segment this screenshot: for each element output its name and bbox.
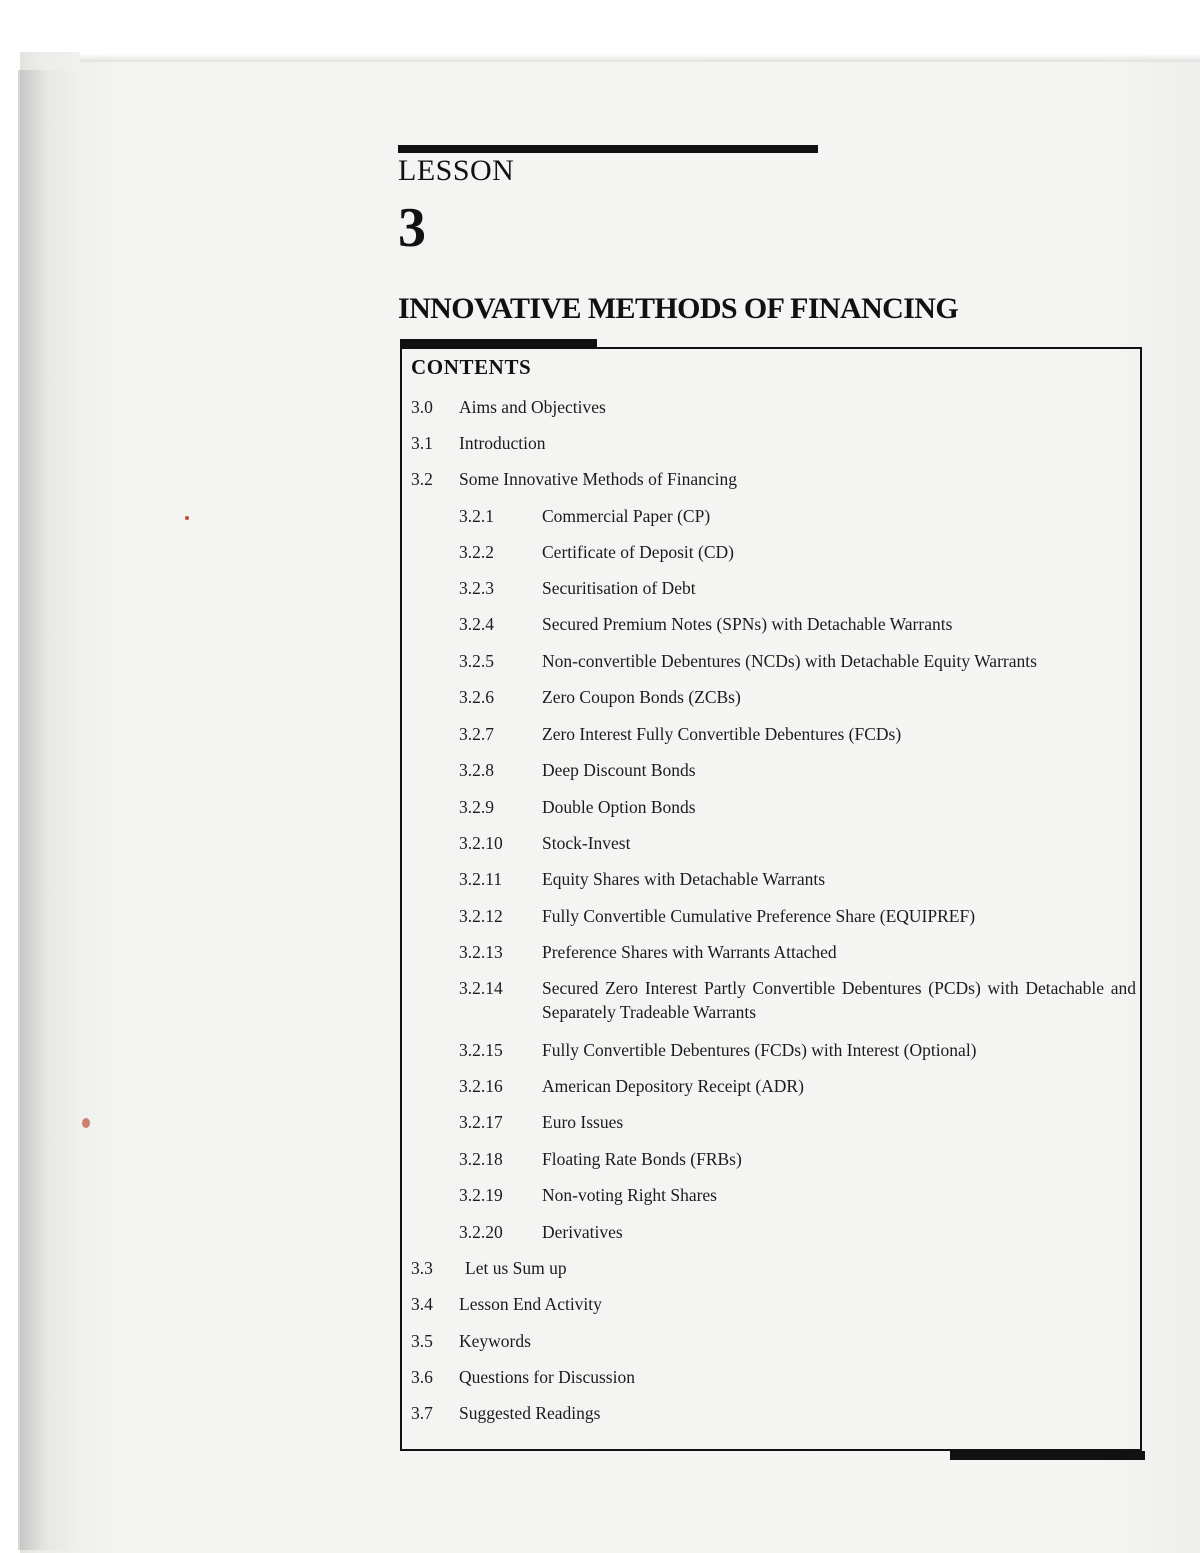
toc-entry-title: Zero Coupon Bonds (ZCBs) [542, 687, 741, 707]
contents-bottom-bar [950, 1451, 1145, 1460]
toc-entry-title: Securitisation of Debt [542, 578, 696, 598]
toc-entry-number: 3.2.15 [459, 1040, 503, 1060]
toc-entry-number: 3.2.4 [459, 614, 494, 634]
toc-entry-number: 3.2.6 [459, 687, 494, 707]
toc-entry-number: 3.2.18 [459, 1149, 503, 1169]
toc-entry-number: 3.2.3 [459, 578, 494, 598]
toc-entry-title: Stock-Invest [542, 833, 631, 853]
lesson-title: INNOVATIVE METHODS OF FINANCING [398, 292, 959, 325]
contents-heading: CONTENTS [411, 355, 532, 379]
toc-entry-title: Double Option Bonds [542, 797, 696, 817]
toc-entry-number: 3.2.2 [459, 542, 494, 562]
toc-entry-number: 3.2.7 [459, 724, 494, 744]
toc-entry-number: 3.2.9 [459, 797, 494, 817]
toc-entry-title: Euro Issues [542, 1112, 624, 1132]
toc-entry-number: 3.2.19 [459, 1185, 503, 1205]
toc-entry-number: 3.2.10 [459, 833, 503, 853]
toc-entry-number: 3.6 [411, 1367, 433, 1387]
toc-entry-title: Fully Convertible Cumulative Preference Share (EQUIPREF) [542, 906, 976, 926]
lesson-number: 3 [398, 197, 426, 259]
toc-entry-title: Preference Shares with Warrants Attached [542, 942, 837, 962]
toc-entry-title: Some Innovative Methods of Financing [459, 469, 738, 489]
toc-entry-number: 3.2.11 [459, 869, 503, 889]
toc-entry-number: 3.2 [411, 469, 433, 489]
toc-entry-title: Aims and Objectives [459, 397, 606, 417]
toc-entry-title: Secured Zero Interest Partly Convertible Debentures (PCDs) with Detachable and Separately Tradeable Warrants [542, 978, 1136, 1022]
toc-entry-number: 3.2.20 [459, 1222, 503, 1242]
binding-shadow [18, 70, 78, 1550]
toc-entry-number: 3.2.8 [459, 760, 494, 780]
toc-entry-number: 3.5 [411, 1331, 433, 1351]
toc-entry-number: 3.2.1 [459, 506, 494, 526]
toc-entry-title: Certificate of Deposit (CD) [542, 542, 734, 562]
toc-entry-number: 3.2.13 [459, 942, 503, 962]
toc-entry-title: Equity Shares with Detachable Warrants [542, 869, 826, 889]
header-rule [398, 145, 818, 153]
toc-entry-number: 3.2.5 [459, 651, 494, 671]
toc-entry-title: Keywords [459, 1331, 531, 1351]
toc-entry-title: Introduction [459, 433, 546, 453]
scan-speck [82, 1118, 90, 1128]
toc-entry-title: Non-convertible Debentures (NCDs) with Detachable Equity Warrants [542, 651, 1037, 671]
toc-entry-number: 3.2.14 [459, 978, 503, 998]
toc-entry-number: 3.2.17 [459, 1112, 503, 1132]
toc-entry-number: 3.1 [411, 433, 433, 453]
toc-entry-title: Commercial Paper (CP) [542, 506, 711, 526]
toc-entry-number: 3.4 [411, 1294, 433, 1314]
toc-entry-title: Non-voting Right Shares [542, 1185, 717, 1205]
toc-entry-number: 3.2.12 [459, 906, 503, 926]
toc-entry-title: Floating Rate Bonds (FRBs) [542, 1149, 742, 1169]
toc-entry-title: Fully Convertible Debentures (FCDs) with Interest (Optional) [542, 1040, 977, 1060]
toc-entry-number: 3.0 [411, 397, 433, 417]
toc-entry-title: Suggested Readings [459, 1403, 601, 1423]
contents-box [400, 347, 1142, 1451]
scan-speck [185, 516, 189, 520]
scan-margin-top [0, 0, 1200, 52]
toc-entry-title: Questions for Discussion [459, 1367, 635, 1387]
toc-entry-title: Derivatives [542, 1222, 623, 1242]
toc-entry-title: American Depository Receipt (ADR) [542, 1076, 804, 1096]
toc-entry-number: 3.2.16 [459, 1076, 503, 1096]
toc-entry-number: 3.3 [411, 1258, 433, 1278]
toc-entry-title: Zero Interest Fully Convertible Debentures (FCDs) [542, 724, 902, 744]
toc-entry-title: Lesson End Activity [459, 1294, 602, 1314]
scan-margin-left [0, 0, 20, 1553]
toc-entry-title: Let us Sum up [465, 1258, 567, 1278]
toc-entry-title: Deep Discount Bonds [542, 760, 696, 780]
page-top-edge [80, 48, 1200, 62]
toc-entry-title: Secured Premium Notes (SPNs) with Detachable Warrants [542, 614, 953, 634]
toc-entry-number: 3.7 [411, 1403, 433, 1423]
lesson-label: LESSON [398, 154, 515, 187]
